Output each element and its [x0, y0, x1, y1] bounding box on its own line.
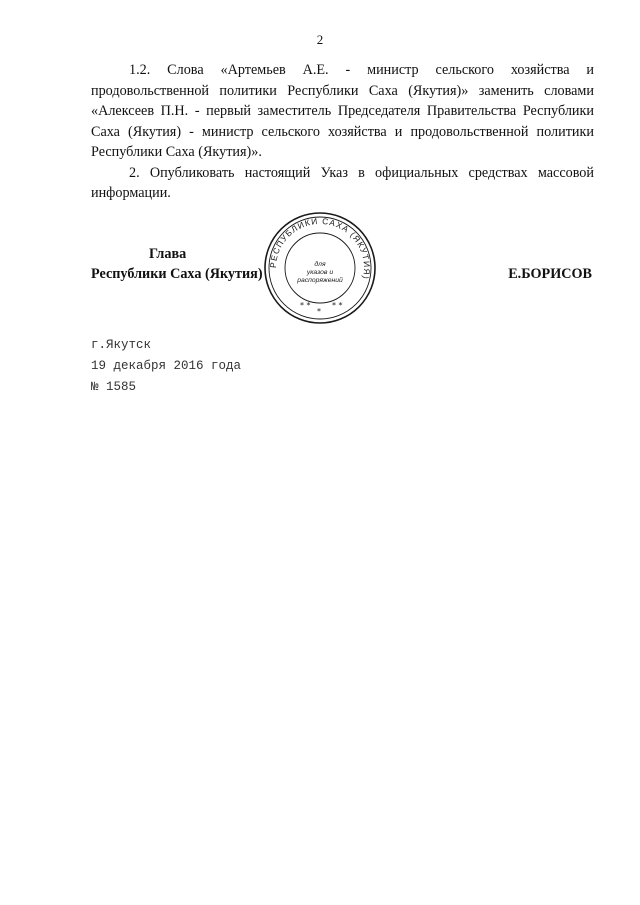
- signatory-title-line2: Республики Саха (Якутия): [91, 266, 263, 282]
- issue-city: г.Якутск: [91, 338, 152, 352]
- signatory-title-line1: Глава: [149, 246, 187, 262]
- svg-text:*: *: [317, 307, 321, 316]
- document-body: [91, 60, 594, 204]
- decree-number: № 1585: [91, 380, 137, 394]
- svg-text:распоряжений: распоряжений: [297, 277, 343, 284]
- stamp-outer-text: РЕСПУБЛИКИ САХА (ЯКУТИЯ): [267, 215, 373, 281]
- signatory-name: Е.БОРИСОВ: [508, 266, 592, 282]
- paragraph-2: 2. Опубликовать настоящий Указ в официальных средствах массовой информации.: [91, 164, 594, 201]
- svg-text:для: для: [314, 261, 326, 268]
- paragraph-1-2: 1.2. Слова «Артемьев А.Е. - министр сельского хозяйства и продовольственной политики Республики Саха (Якутия)» заменить словами «Алексеев П.Н. - первый заместитель Председателя Правительства Республики Саха (Якутия) - министр сельского хозяйства и продовольственной политики Республики Саха (Якутия)».: [91, 62, 594, 160]
- document-metadata: [91, 335, 241, 398]
- issue-date: 19 декабря 2016 года: [91, 359, 242, 373]
- page-number: 2: [316, 32, 324, 47]
- svg-text:* *: * *: [332, 301, 343, 310]
- svg-text:указов и: указов и: [306, 269, 334, 276]
- stamp-seal-icon: [262, 210, 378, 326]
- svg-text:* *: * *: [300, 301, 311, 310]
- official-stamp: [262, 210, 378, 326]
